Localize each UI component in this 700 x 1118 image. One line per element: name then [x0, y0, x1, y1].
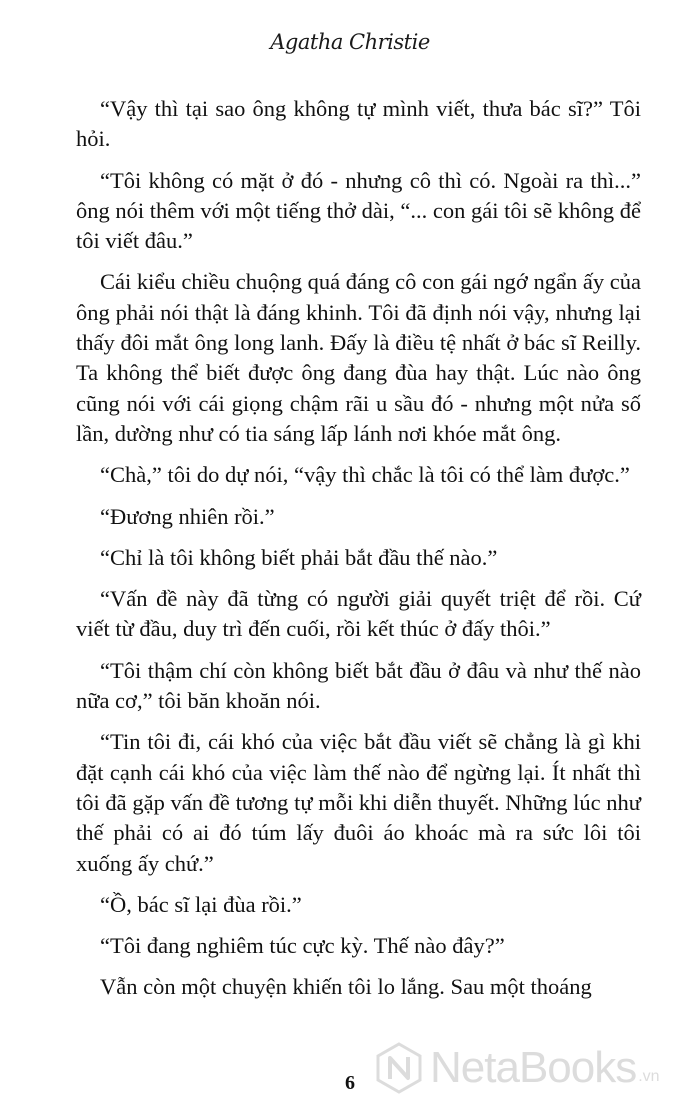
paragraph: “Vậy thì tại sao ông không tự mình viết, thưa bác sĩ?” Tôi hỏi. [76, 96, 641, 152]
page-body-text [76, 94, 641, 1014]
paragraph: Vẫn còn một chuyện khiến tôi lo lắng. Sau một thoáng [100, 974, 592, 1000]
paragraph: “Tôi thậm chí còn không biết bắt đầu ở đâu và như thế nào nữa cơ,” tôi băn khoăn nói. [76, 657, 641, 714]
watermark-text: NetaBooks [430, 1043, 637, 1092]
watermark-suffix: .vn [638, 1068, 660, 1085]
page-number: 6 [345, 1072, 355, 1094]
paragraph: Cái kiểu chiều chuộng quá đáng cô con gái ngớ ngẩn ấy của ông phải nói thật là đáng khinh. Tôi đã định nói vậy, nhưng lại thấy đôi mắt ông long lanh. Đấy là điều tệ nhất ở bác sĩ Reilly. Ta không thể biết được ông đang đùa hay thật. Lúc nào ông cũng nói với cái giọng chậm rãi u sầu đó - nhưng một nửa số lần, dường như có tia sáng lấp lánh nơi khóe mắt ông. [76, 269, 641, 446]
paragraph: “Chỉ là tôi không biết phải bắt đầu thế nào.” [100, 544, 498, 570]
paragraph: “Chà,” tôi do dự nói, “vậy thì chắc là tôi có thể làm được.” [100, 462, 630, 488]
netabooks-logo-icon [372, 1041, 426, 1095]
paragraph: “Tôi không có mặt ở đó - nhưng cô thì có. Ngoài ra thì...” ông nói thêm với một tiếng thở dài, “... con gái tôi sẽ không để tôi viết đâu.” [76, 167, 641, 254]
paragraph: “Đương nhiên rồi.” [100, 503, 275, 529]
netabooks-watermark [372, 1040, 660, 1096]
paragraph: “Tin tôi đi, cái khó của việc bắt đầu viết sẽ chẳng là gì khi đặt cạnh cái khó của việc làm thế nào để ngừng lại. Ít nhất thì tôi đã gặp vấn đề tương tự mỗi khi diễn thuyết. Những lúc như thế phải có ai đó túm lấy đuôi áo khoác mà ra sức lôi tôi xuống ấy chứ.” [76, 729, 641, 876]
paragraph: “Vấn đề này đã từng có người giải quyết triệt để rồi. Cứ viết từ đầu, duy trì đến cuối, rồi kết thúc ở đấy thôi.” [76, 586, 641, 642]
paragraph: “Tôi đang nghiêm túc cực kỳ. Thế nào đây?” [100, 933, 505, 959]
author-signature: Agatha Christie [270, 30, 430, 54]
paragraph: “Ồ, bác sĩ lại đùa rồi.” [100, 891, 302, 917]
